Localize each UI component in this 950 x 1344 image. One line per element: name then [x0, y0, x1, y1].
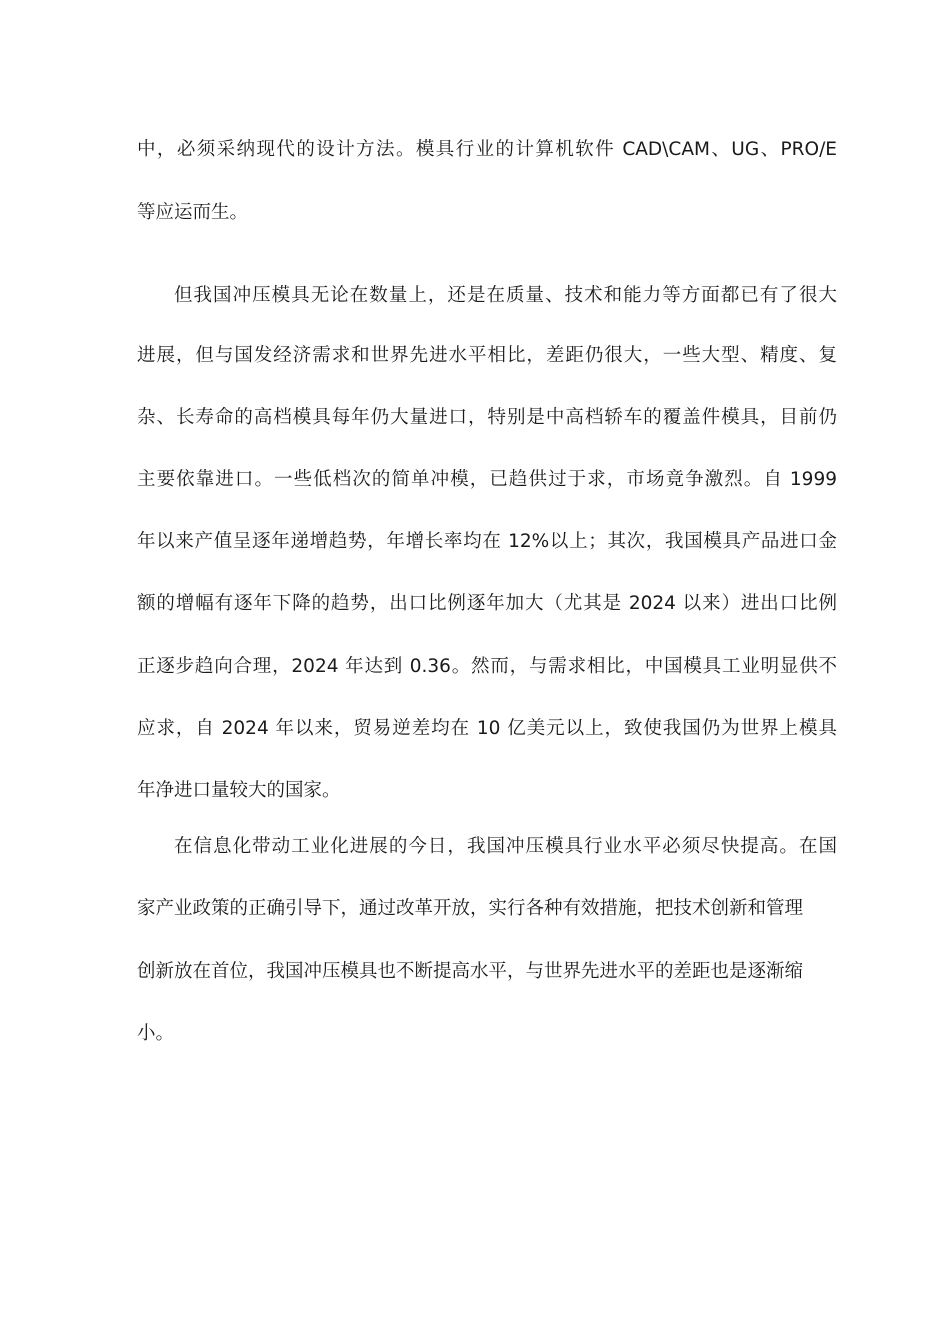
paragraph-2-line-7: 正逐步趋向合理，2024 年达到 0.36。然而，与需求相比，中国模具工业明显供不 [137, 656, 837, 677]
paragraph-2-line-9: 年净进口量较大的国家。 [137, 780, 341, 801]
paragraph-2-line-5: 年以来产值呈逐年递增趋势，年增长率均在 12%以上；其次，我国模具产品进口金 [137, 531, 837, 552]
paragraph-1-line-1: 中，必须采纳现代的设计方法。模具行业的计算机软件 CAD\CAM、UG、PRO/E [137, 139, 837, 160]
paragraph-2-line-2: 进展，但与国发经济需求和世界先进水平相比，差距仍很大，一些大型、精度、复 [137, 345, 837, 366]
paragraph-2-line-6: 额的增幅有逐年下降的趋势，出口比例逐年加大（尤其是 2024 以来）进出口比例 [137, 593, 837, 614]
paragraph-2-line-8: 应求，自 2024 年以来，贸易逆差均在 10 亿美元以上，致使我国仍为世界上模具 [137, 718, 837, 739]
paragraph-3-line-3: 创新放在首位，我国冲压模具也不断提高水平，与世界先进水平的差距也是逐渐缩 [137, 961, 804, 982]
paragraph-2-line-1: 但我国冲压模具无论在数量上，还是在质量、技术和能力等方面都已有了很大 [174, 285, 837, 306]
paragraph-3-line-4: 小。 [137, 1023, 175, 1044]
paragraph-3-line-2: 家产业政策的正确引导下，通过改革开放，实行各种有效措施，把技术创新和管理 [137, 898, 804, 919]
paragraph-3-line-1: 在信息化带动工业化进展的今日，我国冲压模具行业水平必须尽快提高。在国 [174, 836, 837, 857]
paragraph-1-line-2: 等应运而生。 [137, 202, 249, 223]
paragraph-2-line-3: 杂、长寿命的高档模具每年仍大量进口，特别是中高档轿车的覆盖件模具，目前仍 [137, 407, 837, 428]
paragraph-2-line-4: 主要依靠进口。一些低档次的简单冲模，已趋供过于求，市场竟争激烈。自 1999 [137, 469, 837, 490]
